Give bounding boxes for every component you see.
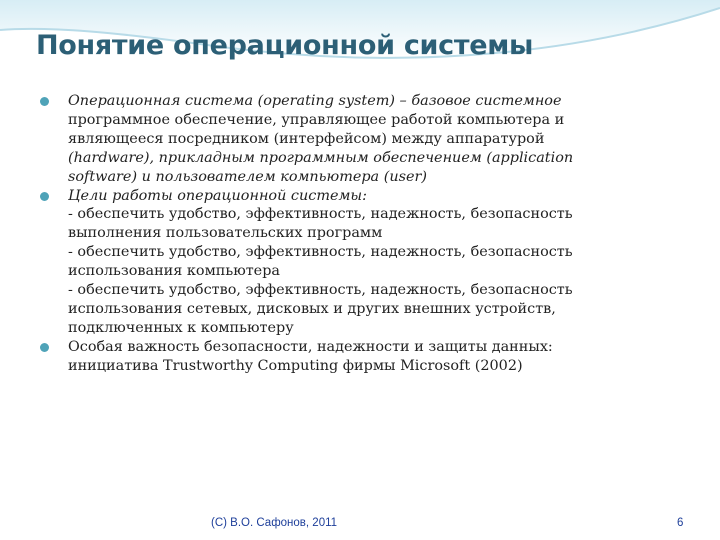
bullet-line: Особая важность безопасности, надежности и защиты данных: [68,338,553,355]
bullet-line: программное обеспечение, управляющее работой компьютера и [68,111,565,128]
bullet-line: выполнения пользовательских программ [68,225,383,242]
bullet-line: использования компьютера [68,263,280,280]
bullet-item-security [38,338,670,376]
bullet-item-goals [38,187,670,338]
bullet-line: инициатива Trustworthy Computing фирмы Microsoft (2002) [68,357,523,374]
bullet-item-definition [38,92,670,187]
bullet-line: являющееся посредником (интерфейсом) между аппаратурой [68,130,545,147]
slide-title: Понятие операционной системы [36,30,534,61]
bullet-line: подключенных к компьютеру [68,319,294,336]
bullet-line: - обеспечить удобство, эффективность, надежность, безопасность [68,282,573,299]
bullet-line: software) и пользователем компьютера (user) [68,168,427,185]
slide-body [38,92,670,376]
bullet-line: (hardware), прикладным программным обеспечением (application [68,149,574,166]
bullet-line: - обеспечить удобство, эффективность, надежность, безопасность [68,206,573,223]
bullet-line: Цели работы операционной системы: [68,187,367,204]
bullet-line: использования сетевых, дисковых и других внешних устройств, [68,300,556,317]
page-number: 6 [677,517,684,529]
footer-copyright: (C) В.О. Сафонов, 2011 [211,517,338,529]
bullet-line: Операционная система (operating system) – базовое системное [68,93,562,109]
bullet-line: - обеспечить удобство, эффективность, надежность, безопасность [68,244,573,261]
